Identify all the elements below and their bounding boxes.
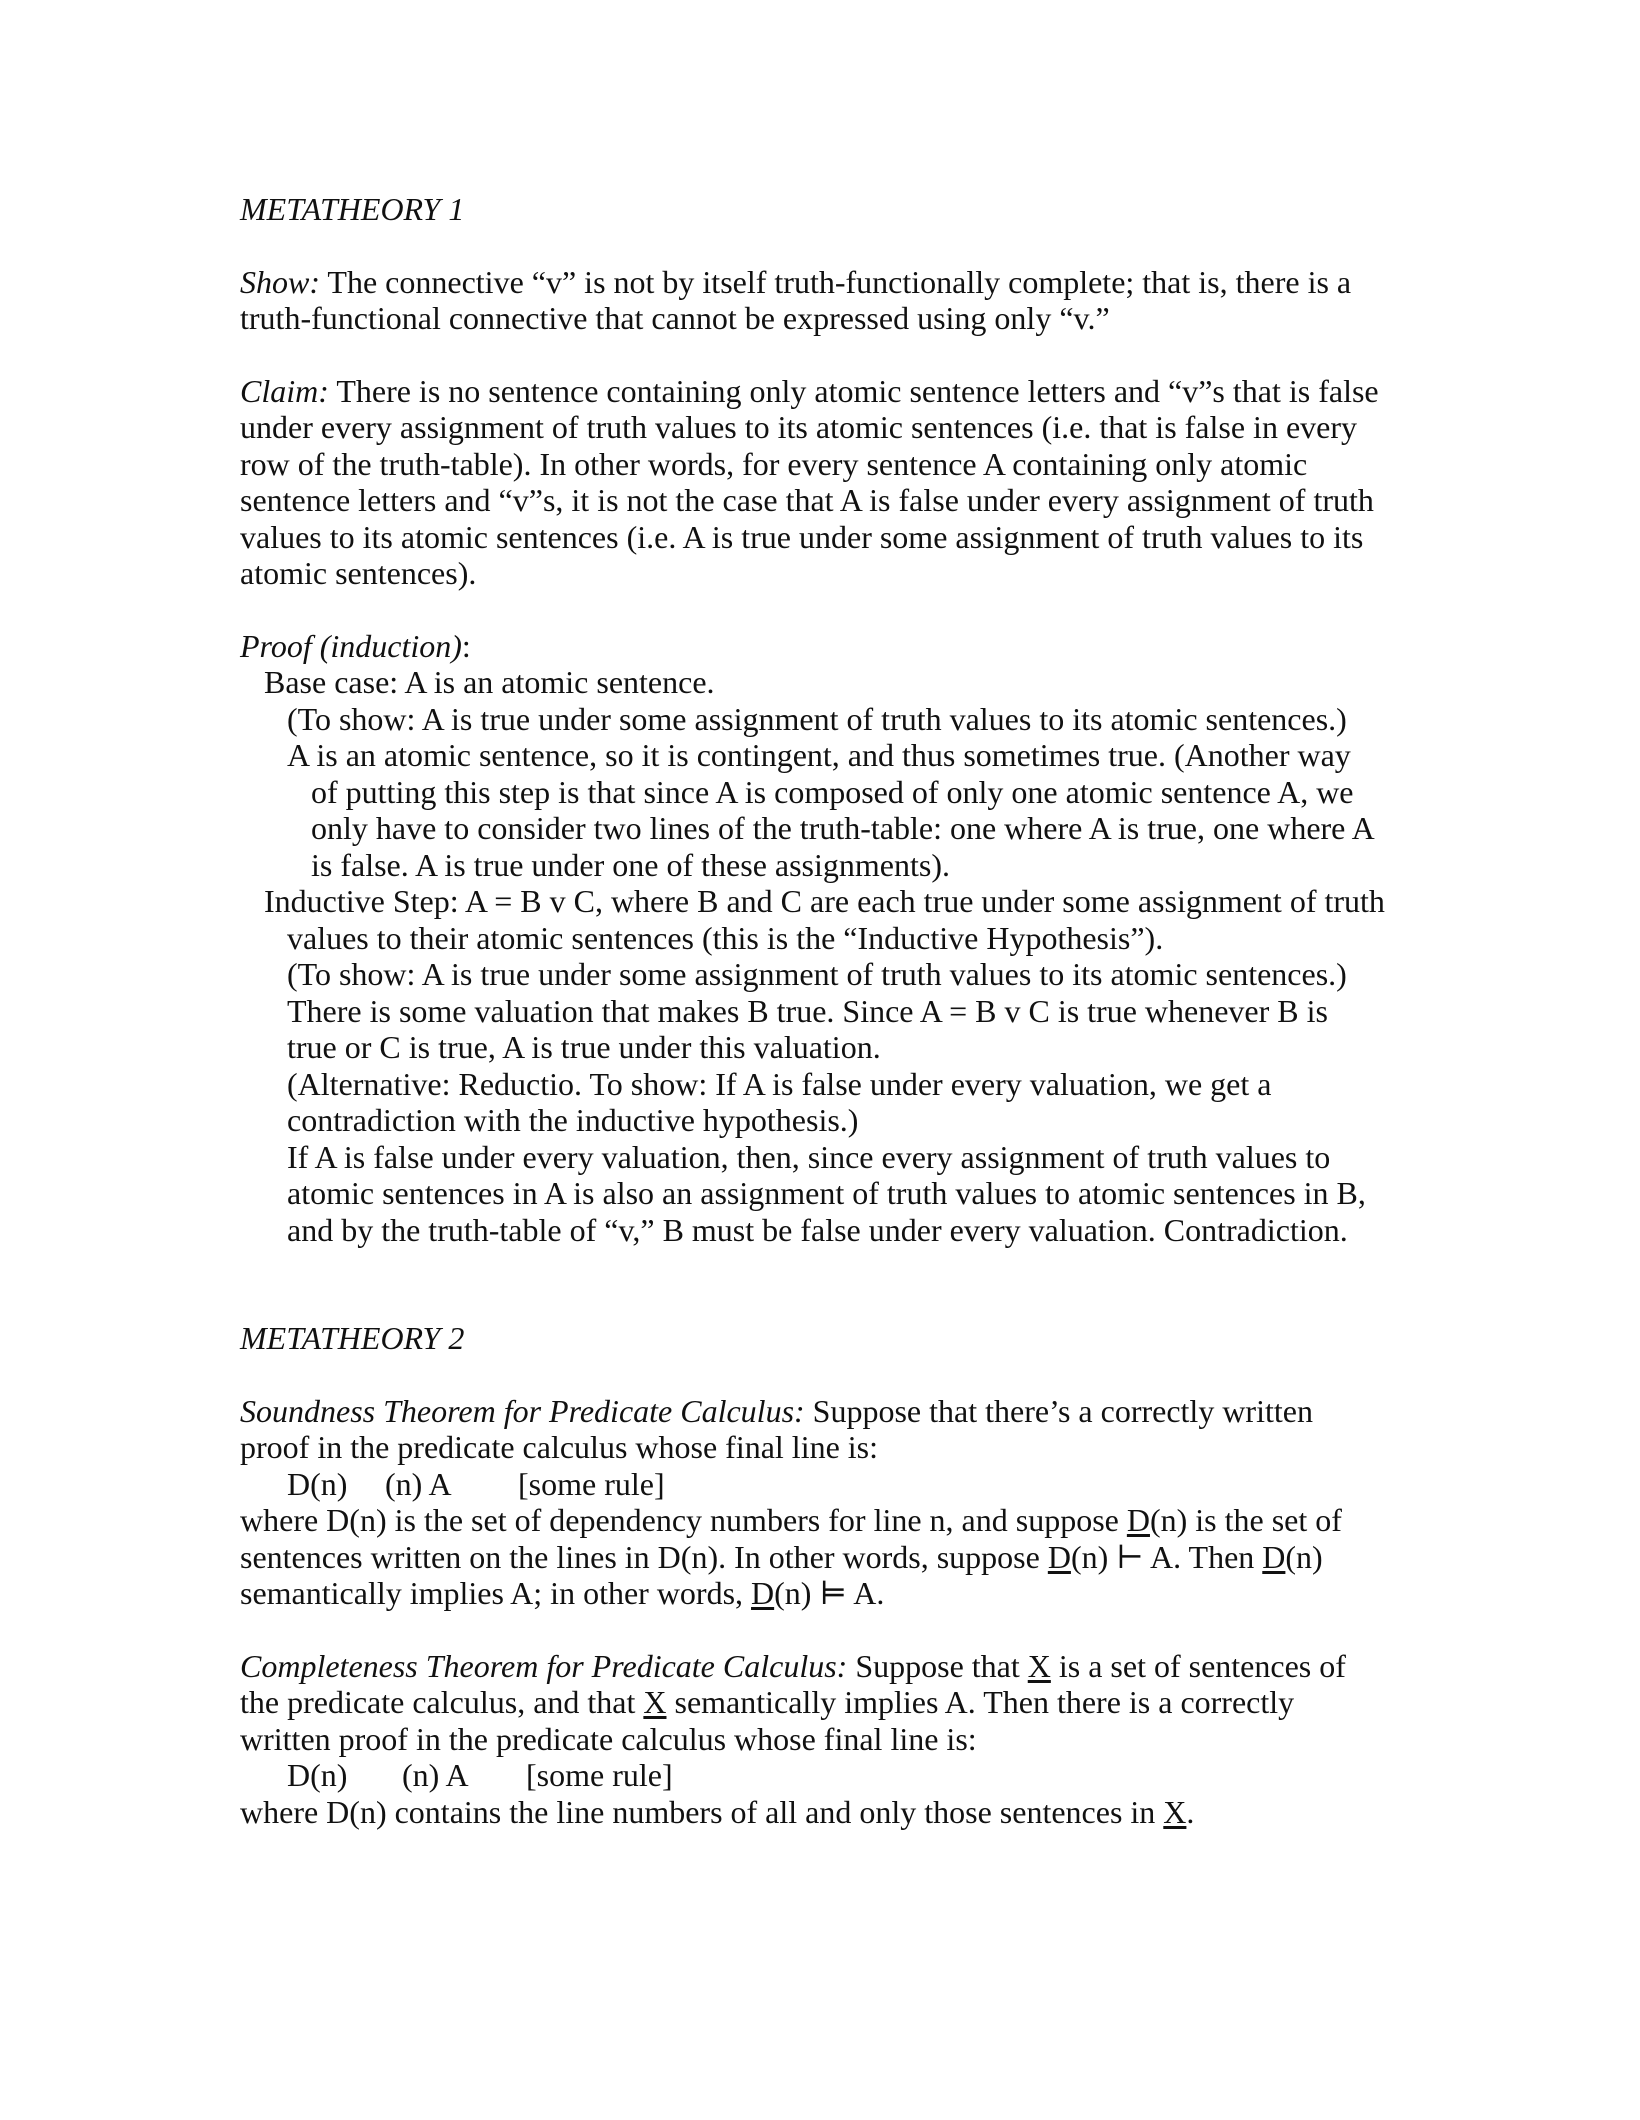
- line-number-sentence: (n) A: [385, 1465, 452, 1502]
- text-run: semantically implies A. Then there is a correctly: [666, 1684, 1295, 1720]
- text-run: (n) ⊨ A.: [774, 1575, 885, 1611]
- rule-annotation: [some rule]: [526, 1757, 673, 1793]
- proof-line: contradiction with the inductive hypothesis.): [287, 1102, 859, 1138]
- proof-line: Inductive Step: A = B v C, where B and C are each true under some assignment of truth: [264, 883, 1385, 919]
- claim-text-line-1: There is no sentence containing only atomic sentence letters and “v”s that is false: [328, 372, 1379, 409]
- soundness-text-line-5: [240, 1539, 1460, 1576]
- show-label: Show:: [240, 263, 320, 300]
- show-text-line-2: truth-functional connective that cannot be expressed using only “v.”: [240, 300, 1110, 336]
- show-paragraph: [240, 264, 1460, 337]
- text-run: (n) ⊢ A. Then: [1070, 1538, 1263, 1575]
- proof-line: (Alternative: Reductio. To show: If A is false under every valuation, we get a: [287, 1065, 1272, 1102]
- completeness-final-line: [240, 1757, 1460, 1794]
- proof-label-colon: :: [461, 627, 471, 664]
- proof-line: atomic sentences in A is also an assignment of truth values to atomic sentences in B,: [287, 1175, 1366, 1211]
- line-number-sentence: (n) A: [402, 1757, 469, 1793]
- soundness-text-line-2: proof in the predicate calculus whose final line is:: [240, 1429, 879, 1465]
- underlined-symbol: D: [1047, 1538, 1071, 1575]
- proof-line: There is some valuation that makes B true. Since A = B v C is true whenever B is: [287, 992, 1328, 1029]
- section-heading-metatheory-2: METATHEORY 2: [240, 1320, 465, 1356]
- text-run: Suppose that: [847, 1647, 1028, 1684]
- dependency-set: D(n): [287, 1465, 348, 1502]
- dependency-set: D(n): [287, 1757, 348, 1793]
- soundness-text-line-1: Suppose that there’s a correctly written: [804, 1392, 1313, 1429]
- soundness-paragraph: [240, 1393, 1460, 1612]
- underlined-symbol: X: [643, 1684, 667, 1720]
- text-run: where D(n) is the set of dependency numbers for line n, and suppose: [240, 1502, 1127, 1538]
- show-text-line-1: The connective “v” is not by itself truth-functionally complete; that is, there is a: [320, 263, 1352, 300]
- text-run: semantically implies A; in other words,: [240, 1575, 752, 1611]
- claim-text-line-3: row of the truth-table). In other words, for every sentence A containing only atomic: [240, 445, 1308, 482]
- claim-text-line-6: atomic sentences).: [240, 555, 477, 591]
- claim-paragraph: [240, 373, 1460, 592]
- soundness-label: Soundness Theorem for Predicate Calculus:: [240, 1392, 805, 1429]
- proof-paragraph: [240, 628, 1460, 1249]
- claim-text-line-4: sentence letters and “v”s, it is not the case that A is false under every assignment of truth: [240, 482, 1374, 518]
- text-run: (n) is the set of: [1149, 1502, 1342, 1538]
- underlined-symbol: X: [1027, 1647, 1051, 1684]
- proof-line: of putting this step is that since A is composed of only one atomic sentence A, we: [311, 773, 1354, 810]
- text-run: the predicate calculus, and that: [240, 1684, 644, 1720]
- underlined-symbol: D: [1262, 1538, 1286, 1575]
- completeness-text-line-5: [240, 1794, 1460, 1831]
- proof-line: If A is false under every valuation, then, since every assignment of truth values to: [287, 1138, 1331, 1175]
- rule-annotation: [some rule]: [518, 1465, 665, 1502]
- soundness-text-line-4: [240, 1502, 1460, 1539]
- proof-line: and by the truth-table of “v,” B must be false under every valuation. Contradiction.: [287, 1211, 1348, 1248]
- proof-line: Base case: A is an atomic sentence.: [264, 664, 715, 700]
- completeness-paragraph: [240, 1648, 1460, 1831]
- proof-line: (To show: A is true under some assignment of truth values to its atomic sentences.): [287, 956, 1347, 992]
- text-run: is a set of sentences of: [1050, 1647, 1346, 1684]
- proof-line: only have to consider two lines of the truth-table: one where A is true, one where A: [311, 810, 1375, 846]
- completeness-label: Completeness Theorem for Predicate Calculus:: [240, 1647, 848, 1684]
- text-run: .: [1186, 1793, 1195, 1830]
- text-run: where D(n) contains the line numbers of all and only those sentences in: [240, 1793, 1164, 1830]
- proof-line: is false. A is true under one of these assignments).: [311, 846, 950, 883]
- proof-line: A is an atomic sentence, so it is contingent, and thus sometimes true. (Another way: [287, 737, 1351, 773]
- proof-line: (To show: A is true under some assignment of truth values to its atomic sentences.): [287, 700, 1347, 737]
- claim-text-line-2: under every assignment of truth values to its atomic sentences (i.e. that is false in every: [240, 409, 1357, 445]
- completeness-text-line-3: written proof in the predicate calculus whose final line is:: [240, 1720, 977, 1757]
- document-body: [240, 191, 1460, 1830]
- completeness-text-line-2: [240, 1684, 1460, 1721]
- proof-line: true or C is true, A is true under this valuation.: [287, 1029, 881, 1065]
- underlined-symbol: D: [1126, 1502, 1150, 1538]
- underlined-symbol: X: [1163, 1793, 1187, 1830]
- claim-text-line-5: values to its atomic sentences (i.e. A is true under some assignment of truth values to its: [240, 518, 1364, 555]
- text-run: sentences written on the lines in D(n). In other words, suppose: [240, 1538, 1048, 1575]
- underlined-symbol: D: [751, 1575, 775, 1611]
- soundness-text-line-6: [240, 1575, 1460, 1612]
- proof-line: values to their atomic sentences (this is the “Inductive Hypothesis”).: [287, 919, 1164, 956]
- section-heading-metatheory-1: METATHEORY 1: [240, 191, 465, 227]
- soundness-final-line: [240, 1466, 1460, 1503]
- proof-label: Proof (induction): [240, 627, 462, 664]
- claim-label: Claim:: [240, 372, 329, 409]
- text-run: (n): [1285, 1538, 1323, 1575]
